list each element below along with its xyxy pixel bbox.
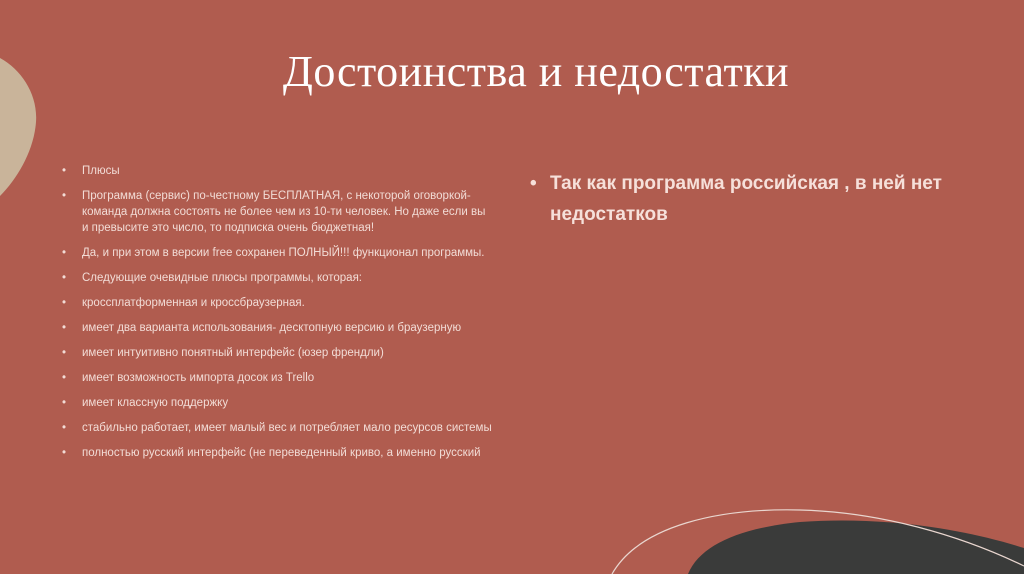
- list-item: • имеет интуитивно понятный интерфейс (юзер френдли): [62, 345, 492, 361]
- dark-blob-shape: [688, 520, 1024, 574]
- list-item: • Программа (сервис) по-честному БЕСПЛАТНАЯ, с некоторой оговоркой- команда должна состоять не более чем из 10-ти человек. Но даже если вы и превысите это число, то подписка очень бюджетная!: [62, 188, 492, 236]
- list-item: • Да, и при этом в версии free сохранен ПОЛНЫЙ!!! функционал программы.: [62, 245, 492, 261]
- pros-list: [62, 163, 492, 470]
- list-item: • полностью русский интерфейс (не переведенный криво, а именно русский: [62, 445, 492, 461]
- cons-list: [530, 168, 950, 230]
- list-item: • Следующие очевидные плюсы программы, которая:: [62, 270, 492, 286]
- list-item: • стабильно работает, имеет малый вес и потребляет мало ресурсов системы: [62, 420, 492, 436]
- slide-title: Достоинства и недостатки: [282, 47, 790, 96]
- list-item: • кроссплатформенная и кроссбраузерная.: [62, 295, 492, 311]
- list-item: • имеет классную поддержку: [62, 395, 492, 411]
- list-item: • Плюсы: [62, 163, 492, 179]
- list-item: • имеет два варианта использования- десктопную версию и браузерную: [62, 320, 492, 336]
- list-item: • имеет возможность импорта досок из Trello: [62, 370, 492, 386]
- list-item: • Так как программа российская , в ней нет недостатков: [530, 168, 950, 230]
